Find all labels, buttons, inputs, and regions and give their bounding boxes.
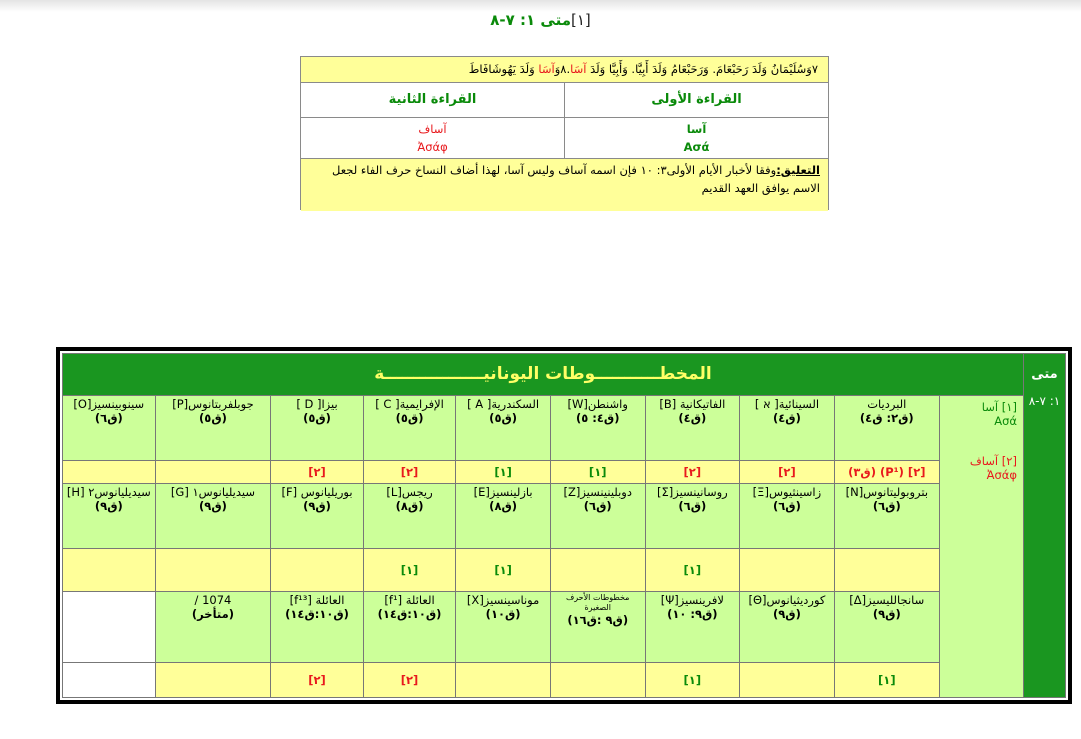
note-cell bbox=[740, 663, 835, 698]
note-cell: [٢] bbox=[363, 461, 456, 483]
ms-cell: سيديليانوس٢ [H] (ق٩) bbox=[63, 483, 156, 548]
verse-asa-red: آسَا bbox=[570, 62, 587, 76]
ms-cell: موناسينسيز[X] (ق١٠) bbox=[456, 591, 551, 662]
ms-cell: كورديثيانوس[Θ] (ق٩) bbox=[740, 591, 835, 662]
note-cell bbox=[834, 548, 939, 591]
second-reading-header: القراءة الثانية bbox=[388, 92, 477, 107]
ms-cell: بيزا[ D ] (ق٥) bbox=[271, 395, 364, 460]
note-cell: [٢] bbox=[271, 461, 364, 483]
heading-ref: [١] bbox=[570, 11, 591, 29]
ms-cell: السينائية[ א ] (ق٤) bbox=[740, 395, 835, 460]
ms-cell: لافرينسيز[Ψ] (ق٩: ١٠) bbox=[645, 591, 740, 662]
verse-asa-green: آسَا bbox=[538, 62, 555, 76]
first-reading-cell bbox=[564, 118, 828, 158]
note-cell: [٢] (P¹) (ق٣) bbox=[834, 461, 939, 483]
manuscripts-frame bbox=[56, 347, 1072, 704]
note-cell: [١] bbox=[834, 663, 939, 698]
second-reading-cell bbox=[301, 118, 564, 158]
note-cell bbox=[550, 548, 645, 591]
table-title: المخطـــــــــــوطات اليونانيـــــــــــــــــة bbox=[63, 354, 1024, 396]
ms-cell-empty bbox=[63, 591, 156, 662]
reading-box bbox=[300, 56, 829, 210]
note-cell bbox=[550, 663, 645, 698]
note-cell: [١] bbox=[645, 548, 740, 591]
ms-cell: الإفرايمية[ C ] (ق٥) bbox=[363, 395, 456, 460]
note-cell bbox=[155, 663, 271, 698]
ms-cell: البرديات (ق٢: ق٤) bbox=[834, 395, 939, 460]
note-cell: [١] bbox=[363, 548, 456, 591]
ms-cell: روسانينسيز[Σ] (ق٦) bbox=[645, 483, 740, 548]
first-reading-greek: Ασά bbox=[683, 140, 710, 154]
ms-cell: مخطوطات الأحرف الصغيرة (ق٩ :ق١٦) bbox=[550, 591, 645, 662]
manuscripts-table bbox=[62, 353, 1066, 698]
ms-cell: العائلة [f¹] (ق١٠:ق١٤) bbox=[363, 591, 456, 662]
note-cell bbox=[63, 548, 156, 591]
reading-values bbox=[301, 118, 828, 159]
note-cell: [٢] bbox=[740, 461, 835, 483]
note-cell: [١] bbox=[456, 461, 551, 483]
ms-cell: بتروبوليتانوس[N] (ق٦) bbox=[834, 483, 939, 548]
side-ref: ١: ٧-٨ bbox=[1028, 394, 1061, 408]
first-reading-header: القراءة الأولى bbox=[564, 83, 828, 117]
second-reading-arabic: آساف bbox=[418, 122, 447, 136]
verse-part-b: .٨وَ bbox=[554, 62, 571, 76]
side-book: متى bbox=[1031, 367, 1058, 382]
ms-cell: الفاتيكانية [B] (ق٤) bbox=[645, 395, 740, 460]
note-cell bbox=[155, 548, 271, 591]
ms-cell: 1074 / (متأخر) bbox=[155, 591, 271, 662]
readings-cell bbox=[939, 395, 1023, 697]
note-cell bbox=[63, 663, 156, 698]
second-reading-greek: Ἀσάφ bbox=[417, 140, 448, 154]
comment-label: التعليق: bbox=[776, 163, 820, 177]
note-cell: [١] bbox=[550, 461, 645, 483]
ms-cell: زاسينثيوس[Ξ] (ق٦) bbox=[740, 483, 835, 548]
note-cell bbox=[155, 461, 271, 483]
ms-cell: السكندرية[ A ] (ق٥) bbox=[456, 395, 551, 460]
book-side-cell bbox=[1023, 354, 1065, 698]
reading2-label: [٢] آساف bbox=[969, 453, 1017, 468]
verse-part-a: ٧وَسُلَيْمَانُ وَلَدَ رَحَبْعَامَ. وَرَحَبْعَامُ وَلَدَ أَبِيَّا. وَأَبِيَّا وَلَدَ bbox=[586, 62, 818, 76]
note-cell: [١] bbox=[456, 548, 551, 591]
note-cell: [٢] bbox=[271, 663, 364, 698]
reading2-greek: Ἀσάφ bbox=[986, 467, 1017, 482]
note-cell: [٢] bbox=[363, 663, 456, 698]
ms-cell: بازلينسيز[E] (ق٨) bbox=[456, 483, 551, 548]
reading1-greek: Ασά bbox=[994, 413, 1017, 428]
note-cell bbox=[63, 461, 156, 483]
page-heading bbox=[0, 11, 1081, 29]
ms-cell: العائلة [f¹³] (ق١٠:ق١٤) bbox=[271, 591, 364, 662]
ms-cell: ريجس[L] (ق٨) bbox=[363, 483, 456, 548]
note-cell: [١] bbox=[645, 663, 740, 698]
verse-part-c: وَلَدَ يَهُوشَافَاطَ bbox=[468, 62, 539, 76]
reading-headers bbox=[301, 83, 828, 118]
ms-cell: بوريليانوس [F] (ق٩) bbox=[271, 483, 364, 548]
note-cell: [٢] bbox=[645, 461, 740, 483]
note-cell bbox=[456, 663, 551, 698]
note-cell bbox=[740, 548, 835, 591]
ms-cell: جوبلفربتانوس[P] (ق٥) bbox=[155, 395, 271, 460]
comment-text: وفقا لأخبار الأيام الأولى٣: ١٠ فإن اسمه آساف وليس آسا، لهذا أضاف النساخ حرف الفاء لجعل الاسم يوافق العهد القديم bbox=[332, 163, 820, 195]
verse-text bbox=[301, 57, 828, 83]
ms-cell: سانجالليسيز[Δ] (ق٩) bbox=[834, 591, 939, 662]
ms-cell: واشنطن[W] (ق٤: ٥) bbox=[550, 395, 645, 460]
reading1-label: [١] آسا bbox=[981, 399, 1017, 414]
ms-cell: دوبلينينسيز[Z] (ق٦) bbox=[550, 483, 645, 548]
ms-cell: سينوبينسيز[O] (ق٦) bbox=[63, 395, 156, 460]
comment bbox=[301, 159, 828, 211]
heading-book: متى ١: ٧-٨ bbox=[490, 11, 571, 29]
ms-cell: سيديليانوس١ [G] (ق٩) bbox=[155, 483, 271, 548]
first-reading-arabic: آسا bbox=[686, 122, 707, 136]
note-cell bbox=[271, 548, 364, 591]
